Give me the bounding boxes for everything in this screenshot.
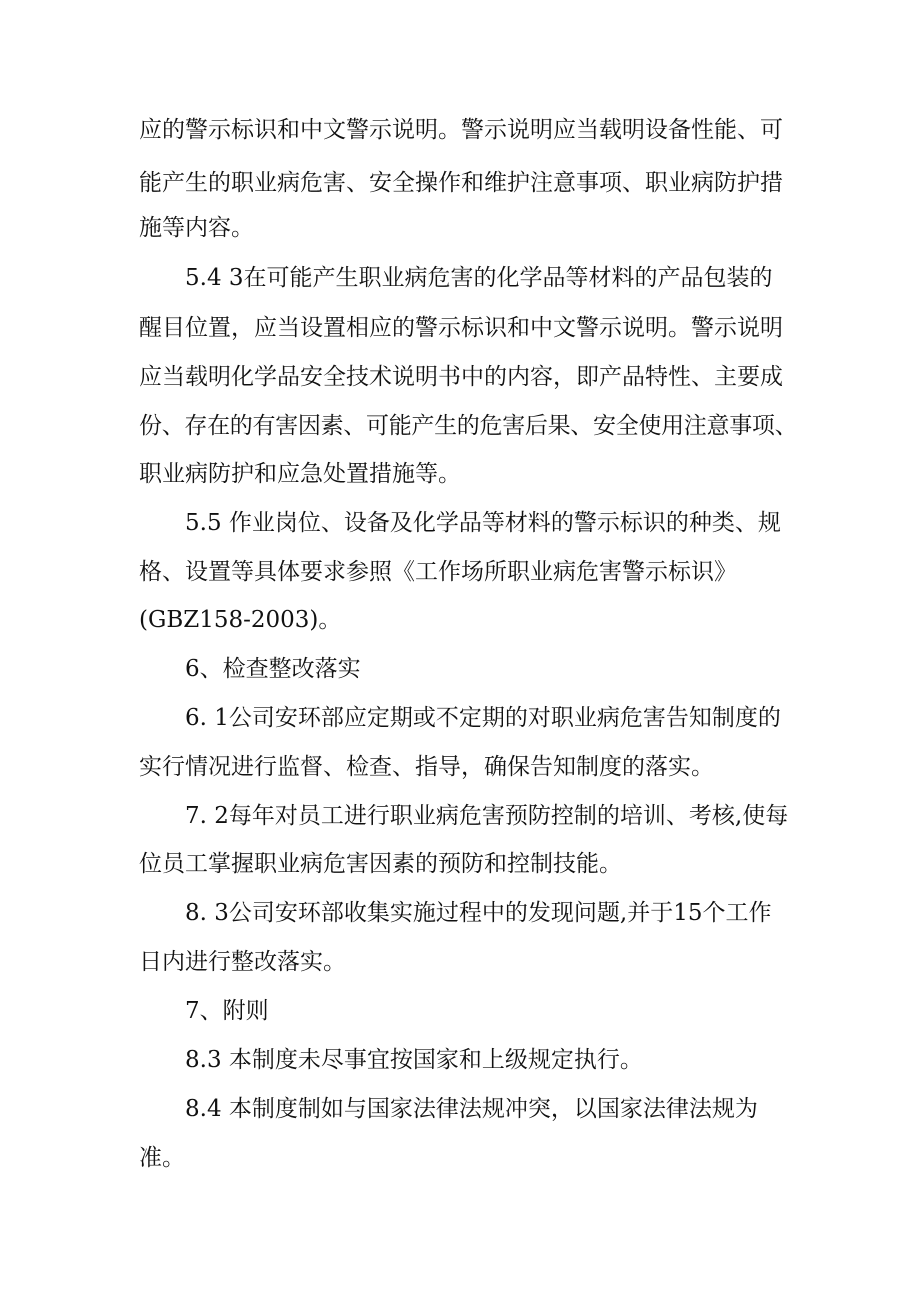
section-heading: 6、检查整改落实 [185, 656, 361, 682]
text-line: 5.4 3在可能产生职业病危害的化学品等材料的产品包装的 [185, 265, 773, 291]
text-line: 8. 3公司安环部收集实施过程中的发现问题,并于15个工作 [185, 900, 772, 926]
text-line: 准。 [139, 1145, 185, 1171]
text-line: 格、设置等具体要求参照《工作场所职业病危害警示标识》 [139, 559, 737, 585]
text-line: 8.4 本制度制如与国家法律法规冲突，以国家法律法规为 [185, 1096, 758, 1122]
section-heading: 7、附则 [185, 998, 269, 1024]
text-line: 日内进行整改落实。 [139, 949, 346, 975]
text-line: 职业病防护和应急处置措施等。 [139, 461, 461, 487]
text-line: 位员工掌握职业病危害因素的预防和控制技能。 [139, 851, 622, 877]
text-line: 应当载明化学品安全技术说明书中的内容，即产品特性、主要成 [139, 364, 783, 390]
text-line: 醒目位置，应当设置相应的警示标识和中文警示说明。警示说明 [139, 315, 783, 341]
text-line: 实行情况进行监督、检查、指导，确保告知制度的落实。 [139, 754, 714, 780]
text-line: 5.5 作业岗位、设备及化学品等材料的警示标识的种类、规 [185, 510, 781, 536]
text-line: 6. 1公司安环部应定期或不定期的对职业病危害告知制度的 [185, 705, 781, 731]
text-line: 份、存在的有害因素、可能产生的危害后果、安全使用注意事项、 [139, 413, 798, 439]
text-line: 8.3 本制度未尽事宜按国家和上级规定执行。 [185, 1047, 643, 1073]
text-line: 施等内容。 [139, 215, 254, 241]
text-line: 应的警示标识和中文警示说明。警示说明应当载明设备性能、可 [139, 117, 783, 143]
text-line: 7. 2每年对员工进行职业病危害预防控制的培训、考核,使每 [185, 803, 789, 829]
text-line: (GBZ158-2003)。 [139, 607, 342, 633]
text-line: 能产生的职业病危害、安全操作和维护注意事项、职业病防护措 [139, 170, 783, 196]
